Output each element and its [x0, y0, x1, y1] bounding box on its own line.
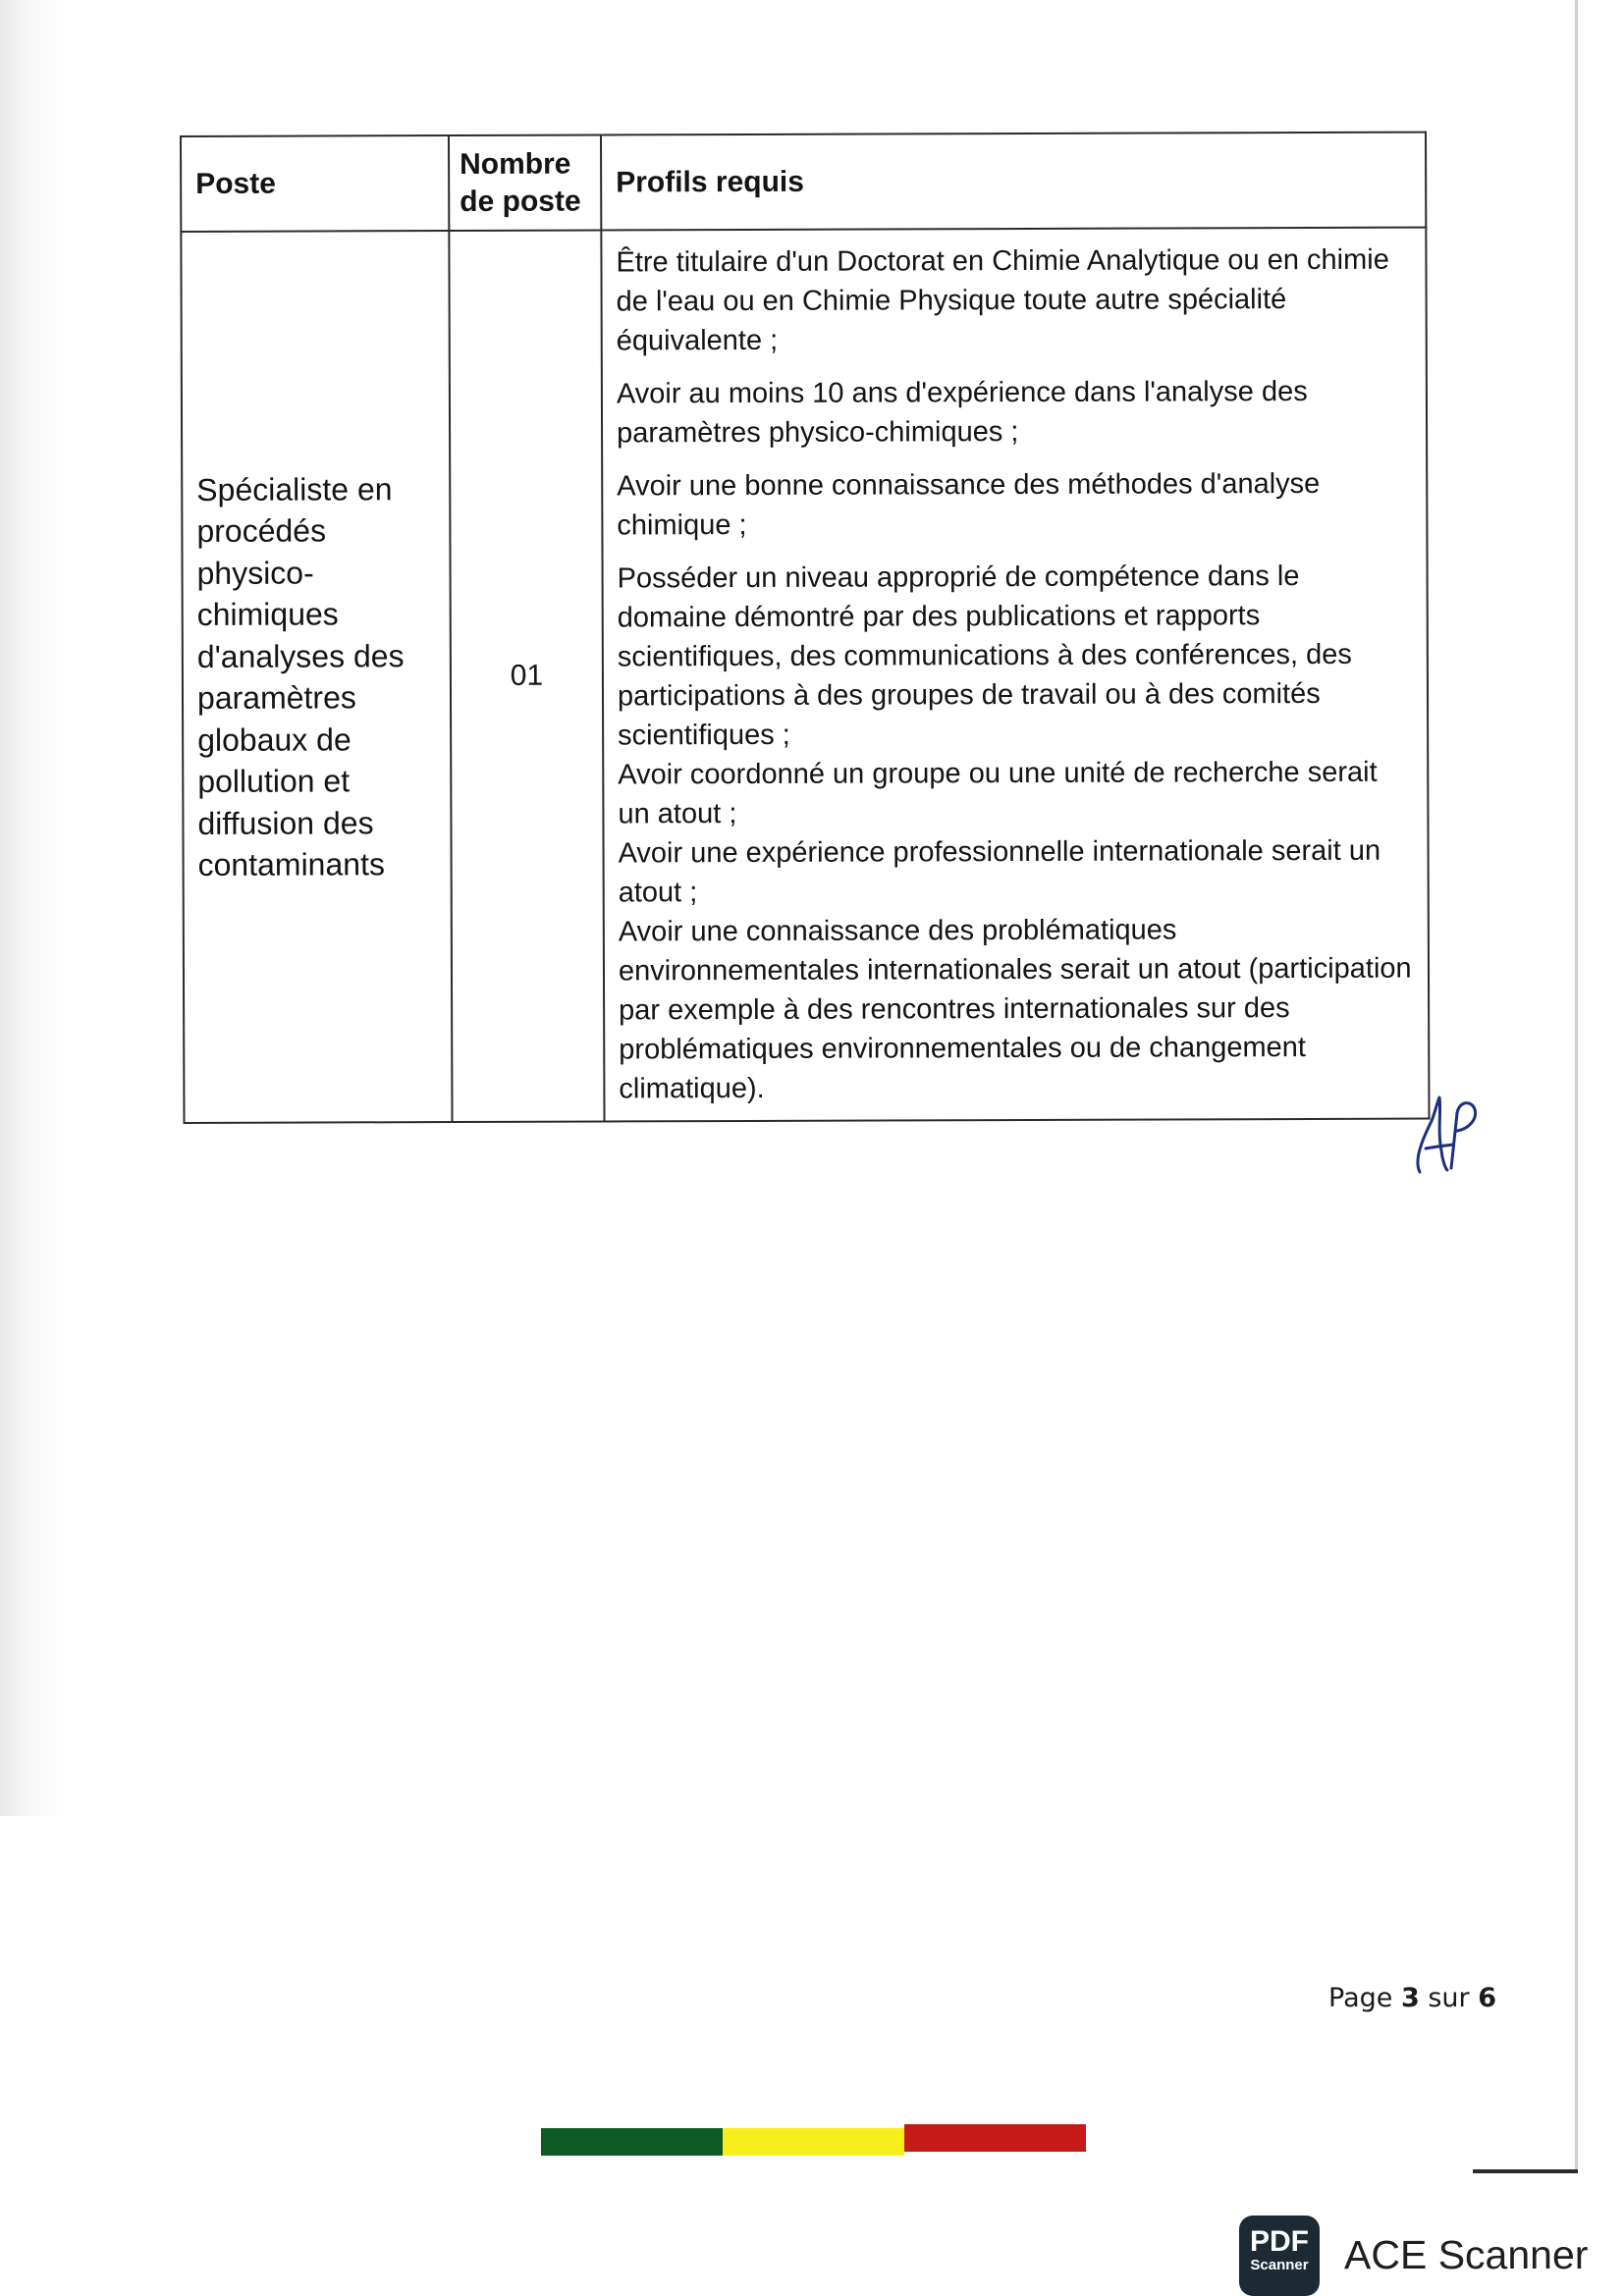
- poste-line: physico-: [196, 555, 314, 591]
- profil-requirement: Avoir une expérience professionnelle internationale serait un atout ;: [618, 834, 1381, 909]
- poste-title-cell: [181, 231, 452, 1123]
- job-profile-table: [180, 132, 1431, 1124]
- page-edge-bottom: [1473, 2169, 1578, 2173]
- poste-line: contaminants: [197, 846, 385, 882]
- page-edge-right: [1575, 0, 1578, 2171]
- pdf-scanner-logo-icon: [1239, 2216, 1320, 2296]
- page-current: 3: [1400, 1983, 1420, 2013]
- profil-requirement: Avoir une connaissance des problématiques environnementales internationales serait un atout (participation par exemple à des rencontres internationales sur des problématiques environnementales ou de changement climatique).: [618, 914, 1412, 1105]
- table-row: [181, 228, 1429, 1123]
- header-nombre-de-poste: [449, 135, 601, 232]
- scan-shadow: [0, 0, 69, 1816]
- profils-requis-cell: [601, 228, 1429, 1122]
- poste-line: diffusion des: [197, 804, 374, 841]
- profil-requirement: Posséder un niveau approprié de compétence dans le domaine démontré par des publications et rapports scientifiques, des communications à des conférences, des participations à des groupes de travail ou à des comités scientifiques ;: [617, 561, 1352, 752]
- page-word: Page: [1328, 1983, 1393, 2013]
- poste-line: chimiques: [196, 596, 339, 632]
- page-total: 6: [1478, 1983, 1497, 2013]
- profil-requirement: Être titulaire d'un Doctorat en Chimie Analytique ou en chimie de l'eau ou en Chimie Physique toute autre spécialité équivalente ;: [616, 243, 1389, 357]
- profil-requirement: Avoir une bonne connaissance des méthodes d'analyse chimique ;: [617, 467, 1321, 542]
- header-profils-requis: Profils requis: [601, 133, 1426, 231]
- nombre-de-poste-cell: 01: [449, 231, 604, 1123]
- table-header-row: [181, 133, 1426, 232]
- page-number: [1328, 1983, 1496, 2013]
- header-nombre-line1: Nombre: [460, 147, 571, 181]
- poste-line: paramètres: [196, 679, 356, 716]
- flag-stripe-red: [904, 2124, 1086, 2152]
- poste-line: pollution et: [197, 763, 351, 799]
- page-of-word: sur: [1428, 1983, 1470, 2013]
- flag-stripe-green: [541, 2128, 723, 2156]
- header-poste: Poste: [181, 135, 449, 232]
- badge-sub-text: Scanner: [1250, 2257, 1309, 2273]
- poste-line: d'analyses des: [196, 637, 405, 674]
- scanner-app-name: ACE Scanner: [1344, 2232, 1589, 2277]
- poste-line: globaux de: [197, 721, 352, 758]
- profil-requirement: Avoir coordonné un groupe ou une unité de recherche serait un atout ;: [618, 756, 1378, 830]
- profil-requirement: Avoir au moins 10 ans d'expérience dans l'analyse des paramètres physico-chimiques ;: [616, 375, 1308, 450]
- poste-line: procédés: [196, 512, 327, 549]
- flag-stripe-yellow: [723, 2128, 904, 2156]
- poste-line: Spécialiste en: [196, 470, 393, 507]
- badge-main-text: PDF: [1250, 2225, 1309, 2258]
- handwritten-signature: [1412, 1092, 1481, 1180]
- header-nombre-line2: de poste: [460, 185, 581, 218]
